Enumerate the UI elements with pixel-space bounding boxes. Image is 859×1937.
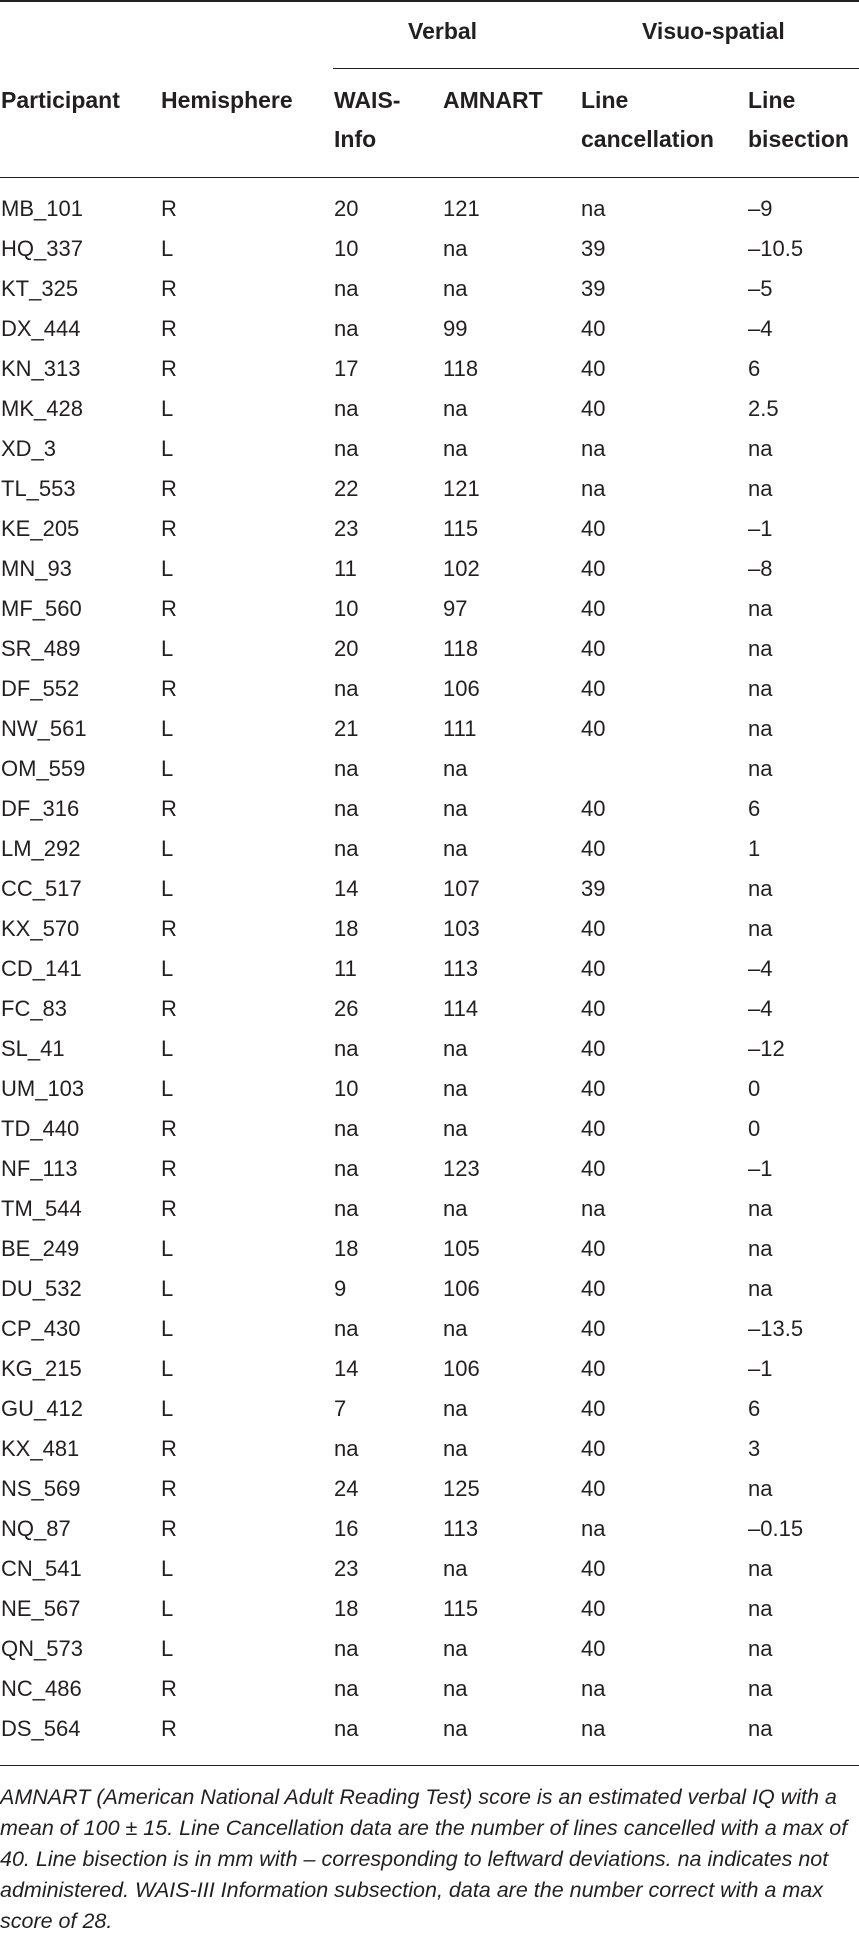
cell-line-cancellation: 40	[581, 1436, 606, 1461]
cell-participant: CN_541	[1, 1556, 82, 1581]
cell-amnart: na	[443, 1396, 468, 1421]
cell-hemisphere: L	[161, 756, 174, 781]
cell-line-bisection: –13.5	[748, 1316, 804, 1341]
column-header-wais-line2: Info	[334, 126, 377, 152]
cell-participant: UM_103	[1, 1076, 85, 1101]
cell-line-bisection: na	[748, 756, 773, 781]
table-row	[0, 949, 859, 989]
cell-line-bisection: na	[748, 716, 773, 741]
cell-hemisphere: R	[161, 916, 177, 941]
cell-line-bisection: –4	[748, 996, 773, 1021]
cell-participant: CC_517	[1, 876, 82, 901]
cell-hemisphere: L	[161, 556, 174, 581]
cell-hemisphere: L	[161, 1356, 174, 1381]
cell-hemisphere: R	[161, 356, 177, 381]
cell-wais-info: na	[334, 1676, 359, 1701]
cell-line-cancellation: 40	[581, 1556, 606, 1581]
table-row	[0, 1069, 859, 1109]
cell-hemisphere: L	[161, 1036, 174, 1061]
cell-line-bisection: na	[748, 596, 773, 621]
cell-amnart: na	[443, 276, 468, 301]
cell-line-cancellation: 40	[581, 316, 606, 341]
cell-participant: TL_553	[1, 476, 76, 501]
cell-amnart: 121	[443, 476, 480, 501]
cell-wais-info: na	[334, 1196, 359, 1221]
cell-hemisphere: R	[161, 596, 177, 621]
cell-amnart: na	[443, 1076, 468, 1101]
cell-participant: KX_570	[1, 916, 80, 941]
table-row	[0, 1709, 859, 1749]
cell-line-bisection: na	[748, 1556, 773, 1581]
cell-hemisphere: R	[161, 516, 177, 541]
cell-wais-info: na	[334, 276, 359, 301]
cell-participant: NQ_87	[1, 1516, 71, 1541]
cell-line-cancellation: na	[581, 1676, 606, 1701]
cell-line-bisection: na	[748, 1636, 773, 1661]
cell-wais-info: na	[334, 1636, 359, 1661]
cell-wais-info: 11	[334, 556, 357, 581]
cell-line-bisection: 3	[748, 1436, 761, 1461]
cell-line-bisection: 1	[748, 836, 761, 861]
table-bottom-rule	[0, 1765, 859, 1766]
table-row	[0, 189, 859, 229]
cell-line-bisection: 2.5	[748, 396, 779, 421]
cell-hemisphere: R	[161, 1116, 177, 1141]
cell-line-cancellation: 40	[581, 516, 606, 541]
table-row	[0, 1549, 859, 1589]
cell-amnart: 113	[443, 956, 479, 981]
cell-wais-info: 10	[334, 596, 359, 621]
cell-hemisphere: R	[161, 1196, 177, 1221]
cell-amnart: na	[443, 396, 468, 421]
cell-amnart: na	[443, 796, 468, 821]
cell-line-cancellation: na	[581, 436, 606, 461]
cell-line-cancellation: 40	[581, 996, 606, 1021]
cell-line-cancellation: 40	[581, 916, 606, 941]
cell-amnart: 99	[443, 316, 468, 341]
cell-line-cancellation: na	[581, 1196, 606, 1221]
cell-hemisphere: R	[161, 1716, 177, 1741]
table-row	[0, 1189, 859, 1229]
cell-amnart: 106	[443, 676, 480, 701]
cell-wais-info: 24	[334, 1476, 359, 1501]
cell-line-cancellation: 40	[581, 636, 606, 661]
cell-wais-info: 23	[334, 516, 359, 541]
cell-amnart: 103	[443, 916, 480, 941]
cell-hemisphere: L	[161, 236, 174, 261]
cell-amnart: na	[443, 1436, 468, 1461]
cell-line-bisection: –1	[748, 516, 773, 541]
cell-amnart: na	[443, 1316, 468, 1341]
cell-line-cancellation: 40	[581, 1636, 606, 1661]
cell-wais-info: na	[334, 436, 359, 461]
cell-line-cancellation: 40	[581, 1396, 606, 1421]
table-row	[0, 1269, 859, 1309]
cell-wais-info: 21	[334, 716, 359, 741]
cell-wais-info: 10	[334, 236, 359, 261]
cell-wais-info: na	[334, 836, 359, 861]
cell-wais-info: na	[334, 756, 359, 781]
cell-wais-info: na	[334, 1116, 359, 1141]
cell-amnart: 121	[443, 196, 480, 221]
table-row	[0, 629, 859, 669]
cell-amnart: 115	[443, 1596, 479, 1621]
cell-line-bisection: na	[748, 1196, 773, 1221]
cell-hemisphere: R	[161, 1436, 177, 1461]
cell-line-cancellation: 40	[581, 1596, 606, 1621]
cell-amnart: 118	[443, 636, 479, 661]
cell-hemisphere: R	[161, 1516, 177, 1541]
cell-participant: TM_544	[1, 1196, 82, 1221]
table-row	[0, 389, 859, 429]
cell-line-bisection: –0.15	[748, 1516, 804, 1541]
cell-line-bisection: na	[748, 1716, 773, 1741]
cell-line-cancellation: 40	[581, 596, 606, 621]
cell-participant: HQ_337	[1, 236, 83, 261]
cell-amnart: na	[443, 1636, 468, 1661]
cell-line-cancellation: 39	[581, 876, 606, 901]
cell-line-cancellation: 40	[581, 356, 606, 381]
cell-line-cancellation: 40	[581, 1116, 606, 1141]
cell-line-bisection: na	[748, 1236, 773, 1261]
cell-participant: MF_560	[1, 596, 82, 621]
table-row	[0, 1589, 859, 1629]
cell-hemisphere: R	[161, 316, 177, 341]
table-row	[0, 749, 859, 789]
cell-line-cancellation: 40	[581, 676, 606, 701]
table-row	[0, 429, 859, 469]
cell-line-cancellation: 40	[581, 956, 606, 981]
cell-amnart: 115	[443, 516, 479, 541]
table-row	[0, 1509, 859, 1549]
cell-hemisphere: L	[161, 396, 174, 421]
cell-hemisphere: R	[161, 676, 177, 701]
table-row	[0, 589, 859, 629]
cell-wais-info: 9	[334, 1276, 347, 1301]
table-row	[0, 229, 859, 269]
cell-amnart: 102	[443, 556, 480, 581]
cell-amnart: 107	[443, 876, 480, 901]
cell-hemisphere: L	[161, 1636, 174, 1661]
table-header-rule	[0, 177, 859, 178]
cell-hemisphere: R	[161, 1156, 177, 1181]
cell-line-cancellation: 40	[581, 1276, 606, 1301]
cell-participant: DX_444	[1, 316, 81, 341]
cell-wais-info: 18	[334, 1236, 359, 1261]
cell-participant: GU_412	[1, 1396, 83, 1421]
column-header-line-cancellation-line1: Line	[581, 87, 629, 113]
cell-line-bisection: na	[748, 1276, 773, 1301]
cell-line-bisection: –4	[748, 956, 773, 981]
cell-hemisphere: L	[161, 1316, 174, 1341]
cell-participant: DF_552	[1, 676, 80, 701]
table-row	[0, 709, 859, 749]
table-row	[0, 309, 859, 349]
cell-amnart: 113	[443, 1516, 479, 1541]
cell-line-bisection: –9	[748, 196, 773, 221]
table-row	[0, 349, 859, 389]
cell-line-cancellation: na	[581, 196, 606, 221]
cell-wais-info: 18	[334, 1596, 359, 1621]
cell-amnart: 111	[443, 716, 477, 741]
column-header-line-cancellation-line2: cancellation	[581, 126, 714, 152]
group-rule-visuo-spatial	[573, 68, 859, 69]
table-row	[0, 549, 859, 589]
cell-hemisphere: L	[161, 1596, 174, 1621]
cell-wais-info: 22	[334, 476, 359, 501]
cell-hemisphere: R	[161, 796, 177, 821]
cell-line-bisection: na	[748, 1476, 773, 1501]
cell-line-bisection: –8	[748, 556, 773, 581]
cell-participant: MK_428	[1, 396, 83, 421]
cell-hemisphere: R	[161, 196, 177, 221]
cell-hemisphere: L	[161, 1396, 174, 1421]
cell-participant: KG_215	[1, 1356, 82, 1381]
cell-hemisphere: L	[161, 876, 174, 901]
cell-line-cancellation: 40	[581, 1156, 606, 1181]
table-row	[0, 1149, 859, 1189]
table-row	[0, 1389, 859, 1429]
table-row	[0, 1309, 859, 1349]
cell-wais-info: na	[334, 1436, 359, 1461]
cell-line-bisection: –12	[748, 1036, 785, 1061]
table-top-rule	[0, 0, 859, 2]
cell-amnart: na	[443, 1116, 468, 1141]
cell-amnart: 118	[443, 356, 479, 381]
cell-line-bisection: na	[748, 476, 773, 501]
cell-wais-info: na	[334, 676, 359, 701]
table-row	[0, 829, 859, 869]
cell-line-bisection: na	[748, 636, 773, 661]
table-row	[0, 1349, 859, 1389]
cell-wais-info: 17	[334, 356, 359, 381]
cell-line-bisection: na	[748, 876, 773, 901]
cell-hemisphere: L	[161, 836, 174, 861]
cell-amnart: 125	[443, 1476, 480, 1501]
cell-hemisphere: R	[161, 1476, 177, 1501]
cell-amnart: 105	[443, 1236, 480, 1261]
cell-participant: MN_93	[1, 556, 72, 581]
cell-line-bisection: 6	[748, 1396, 761, 1421]
cell-wais-info: 18	[334, 916, 359, 941]
cell-amnart: na	[443, 1716, 468, 1741]
cell-amnart: 106	[443, 1356, 480, 1381]
cell-participant: DF_316	[1, 796, 80, 821]
cell-line-bisection: 6	[748, 796, 761, 821]
cell-wais-info: 14	[334, 1356, 359, 1381]
cell-line-bisection: 0	[748, 1076, 761, 1101]
cell-wais-info: na	[334, 1156, 359, 1181]
cell-participant: TD_440	[1, 1116, 80, 1141]
table-row	[0, 269, 859, 309]
cell-amnart: na	[443, 836, 468, 861]
cell-amnart: na	[443, 756, 468, 781]
cell-hemisphere: L	[161, 956, 174, 981]
cell-participant: LM_292	[1, 836, 81, 861]
table-row	[0, 1029, 859, 1069]
table-row	[0, 1629, 859, 1669]
column-header-amnart: AMNART	[443, 87, 543, 113]
cell-hemisphere: L	[161, 1236, 174, 1261]
cell-line-cancellation: na	[581, 476, 606, 501]
cell-participant: MB_101	[1, 196, 83, 221]
cell-participant: QN_573	[1, 1636, 83, 1661]
column-header-hemisphere: Hemisphere	[161, 87, 293, 113]
cell-amnart: 106	[443, 1276, 480, 1301]
cell-participant: NW_561	[1, 716, 87, 741]
cell-hemisphere: R	[161, 1676, 177, 1701]
cell-participant: NC_486	[1, 1676, 82, 1701]
cell-participant: SR_489	[1, 636, 81, 661]
cell-wais-info: na	[334, 396, 359, 421]
cell-amnart: na	[443, 236, 468, 261]
cell-hemisphere: L	[161, 436, 174, 461]
cell-hemisphere: L	[161, 636, 174, 661]
table-row	[0, 669, 859, 709]
cell-wais-info: 26	[334, 996, 359, 1021]
cell-line-bisection: –1	[748, 1356, 773, 1381]
cell-hemisphere: R	[161, 476, 177, 501]
cell-amnart: 114	[443, 996, 479, 1021]
cell-wais-info: 14	[334, 876, 359, 901]
table-row	[0, 909, 859, 949]
cell-line-bisection: –4	[748, 316, 773, 341]
cell-hemisphere: L	[161, 1076, 174, 1101]
group-rule-verbal	[333, 68, 573, 69]
column-header-line-bisection-line1: Line	[748, 87, 796, 113]
cell-line-bisection: 6	[748, 356, 761, 381]
cell-amnart: 123	[443, 1156, 480, 1181]
cell-participant: DS_564	[1, 1716, 81, 1741]
cell-participant: NE_567	[1, 1596, 81, 1621]
cell-line-cancellation: na	[581, 1716, 606, 1741]
cell-line-cancellation: 40	[581, 1316, 606, 1341]
cell-line-cancellation: 40	[581, 836, 606, 861]
table-row	[0, 989, 859, 1029]
cell-line-cancellation: 40	[581, 1076, 606, 1101]
cell-participant: XD_3	[1, 436, 57, 461]
cell-amnart: 97	[443, 596, 468, 621]
cell-participant: KE_205	[1, 516, 80, 541]
cell-participant: KN_313	[1, 356, 81, 381]
cell-wais-info: na	[334, 1036, 359, 1061]
cell-participant: BE_249	[1, 1236, 80, 1261]
cell-participant: OM_559	[1, 756, 86, 781]
cell-line-bisection: na	[748, 436, 773, 461]
cell-wais-info: 20	[334, 636, 359, 661]
cell-line-cancellation: 40	[581, 1236, 606, 1261]
cell-hemisphere: R	[161, 996, 177, 1021]
cell-wais-info: 23	[334, 1556, 359, 1581]
cell-line-cancellation: 40	[581, 1476, 606, 1501]
table-row	[0, 789, 859, 829]
cell-participant: CP_430	[1, 1316, 81, 1341]
cell-line-bisection: na	[748, 1676, 773, 1701]
cell-line-cancellation: 39	[581, 276, 606, 301]
cell-wais-info: 20	[334, 196, 359, 221]
cell-hemisphere: L	[161, 716, 174, 741]
cell-wais-info: 11	[334, 956, 357, 981]
cell-line-cancellation: 40	[581, 1036, 606, 1061]
column-header-line-bisection-line2: bisection	[748, 126, 849, 152]
cell-amnart: na	[443, 436, 468, 461]
group-header-verbal: Verbal	[408, 18, 478, 44]
cell-wais-info: na	[334, 316, 359, 341]
table-row	[0, 1469, 859, 1509]
table-row	[0, 1229, 859, 1269]
cell-line-cancellation: 40	[581, 556, 606, 581]
cell-amnart: na	[443, 1196, 468, 1221]
table-row	[0, 869, 859, 909]
table-body	[0, 189, 859, 1749]
cell-amnart: na	[443, 1676, 468, 1701]
cell-amnart: na	[443, 1036, 468, 1061]
cell-line-bisection: na	[748, 1596, 773, 1621]
cell-participant: KX_481	[1, 1436, 80, 1461]
table-footnote: AMNART (American National Adult Reading Test) score is an estimated verbal IQ with a mean of 100 ± 15. Line Cancellation data are the number of lines cancelled with a max of 40. Line bisection is in mm with – corresponding to leftward deviations. na indicates not administered. WAIS-III Information subsection, data are the number correct with a max score of 28.	[0, 1785, 848, 1933]
cell-line-bisection: na	[748, 676, 773, 701]
cell-line-bisection: –5	[748, 276, 773, 301]
cell-participant: NF_113	[1, 1156, 78, 1181]
cell-wais-info: 7	[334, 1396, 347, 1421]
cell-line-bisection: –1	[748, 1156, 773, 1181]
column-header-participant: Participant	[1, 87, 120, 113]
cell-line-bisection: na	[748, 916, 773, 941]
cell-participant: CD_141	[1, 956, 82, 981]
cell-line-bisection: –10.5	[748, 236, 804, 261]
cell-participant: SL_41	[1, 1036, 65, 1061]
cell-line-cancellation: 40	[581, 1356, 606, 1381]
cell-hemisphere: L	[161, 1276, 174, 1301]
table-row	[0, 509, 859, 549]
cell-wais-info: na	[334, 1316, 359, 1341]
table-row	[0, 1109, 859, 1149]
cell-wais-info: na	[334, 796, 359, 821]
cell-wais-info: na	[334, 1716, 359, 1741]
cell-wais-info: 10	[334, 1076, 359, 1101]
cell-participant: DU_532	[1, 1276, 82, 1301]
table-row	[0, 1669, 859, 1709]
cell-line-cancellation: 39	[581, 236, 606, 261]
cell-line-bisection: 0	[748, 1116, 761, 1141]
cell-hemisphere: L	[161, 1556, 174, 1581]
group-header-visuo-spatial: Visuo-spatial	[642, 18, 785, 44]
cell-participant: NS_569	[1, 1476, 81, 1501]
cell-line-cancellation: na	[581, 1516, 606, 1541]
cell-hemisphere: R	[161, 276, 177, 301]
cell-wais-info: 16	[334, 1516, 359, 1541]
cell-line-cancellation: 40	[581, 796, 606, 821]
cell-amnart: na	[443, 1556, 468, 1581]
table-row	[0, 1429, 859, 1469]
cell-line-cancellation: 40	[581, 396, 606, 421]
cell-participant: FC_83	[1, 996, 68, 1021]
cell-participant: KT_325	[1, 276, 79, 301]
table-row	[0, 469, 859, 509]
column-header-wais-line1: WAIS-	[334, 87, 401, 113]
cell-line-cancellation: 40	[581, 716, 606, 741]
